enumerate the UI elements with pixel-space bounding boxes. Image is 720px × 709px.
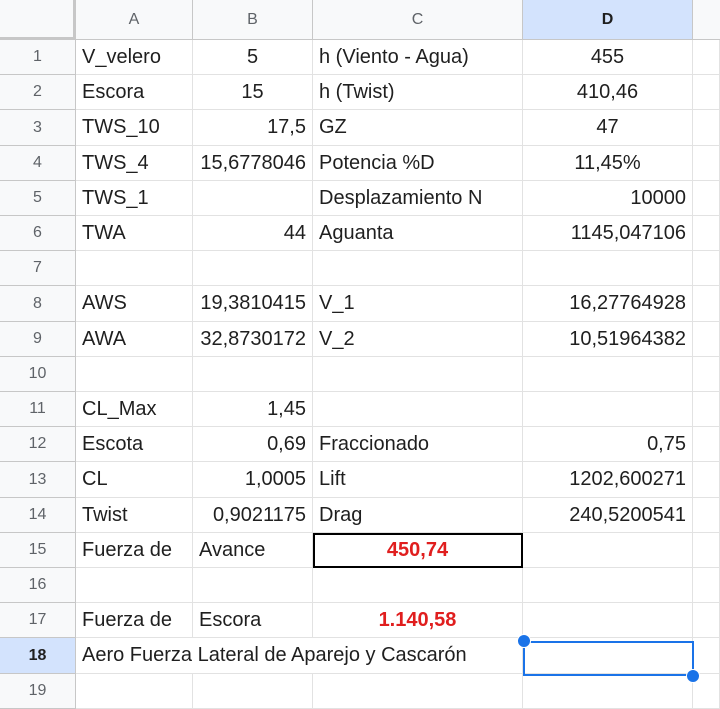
cell-d19[interactable] [523, 674, 693, 709]
cell-e12[interactable] [693, 427, 720, 462]
cell-d9[interactable]: 10,51964382 [523, 322, 693, 357]
cell-e14[interactable] [693, 498, 720, 533]
row-header-1[interactable]: 1 [0, 40, 76, 75]
cell-e15[interactable] [693, 533, 720, 568]
cell-b12[interactable]: 0,69 [193, 427, 313, 462]
cell-c9[interactable]: V_2 [313, 322, 523, 357]
cell-b7[interactable] [193, 251, 313, 286]
cell-d8[interactable]: 16,27764928 [523, 286, 693, 322]
cell-d6[interactable]: 1145,047106 [523, 216, 693, 251]
table-row [76, 603, 720, 638]
cell-e3[interactable] [693, 110, 720, 146]
cell-c1[interactable]: h (Viento - Agua) [313, 40, 523, 75]
table-row [76, 568, 720, 603]
cell-a2[interactable]: Escora [76, 75, 193, 110]
cell-c12[interactable]: Fraccionado [313, 427, 523, 462]
cell-e17[interactable] [693, 603, 720, 638]
cell-e11[interactable] [693, 392, 720, 427]
row-header-5[interactable]: 5 [0, 181, 76, 216]
column-header-e[interactable] [693, 0, 720, 40]
row-header-8[interactable]: 8 [0, 286, 76, 322]
cell-a10[interactable] [76, 357, 193, 392]
cell-a4[interactable]: TWS_4 [76, 146, 193, 181]
row-header-2[interactable]: 2 [0, 75, 76, 110]
select-all-corner[interactable] [0, 0, 76, 40]
row-header-11[interactable]: 11 [0, 392, 76, 427]
cell-b3[interactable]: 17,5 [193, 110, 313, 146]
cell-d4[interactable]: 11,45% [523, 146, 693, 181]
table-row [76, 146, 720, 181]
cell-b15[interactable]: Avance [193, 533, 313, 568]
cell-a5[interactable]: TWS_1 [76, 181, 193, 216]
cell-a12[interactable]: Escota [76, 427, 193, 462]
cell-e1[interactable] [693, 40, 720, 75]
cell-c16[interactable] [313, 568, 523, 603]
row-header-15[interactable]: 15 [0, 533, 76, 568]
cell-d15[interactable] [523, 533, 693, 568]
column-header-a[interactable]: A [76, 0, 193, 40]
cell-a16[interactable] [76, 568, 193, 603]
cell-d7[interactable] [523, 251, 693, 286]
table-row [76, 498, 720, 533]
cell-c5[interactable]: Desplazamiento N [313, 181, 523, 216]
table-row [76, 181, 720, 216]
cell-e7[interactable] [693, 251, 720, 286]
cell-a15[interactable]: Fuerza de [76, 533, 193, 568]
table-row [76, 110, 720, 146]
cell-a13[interactable]: CL [76, 462, 193, 498]
cell-b8[interactable]: 19,3810415 [193, 286, 313, 322]
column-header-d[interactable]: D [523, 0, 693, 40]
cell-c17[interactable]: 1.140,58 [313, 603, 523, 638]
table-row [76, 75, 720, 110]
cell-c2[interactable]: h (Twist) [313, 75, 523, 110]
cell-c7[interactable] [313, 251, 523, 286]
cell-c6[interactable]: Aguanta [313, 216, 523, 251]
table-row [76, 357, 720, 392]
row-header-9[interactable]: 9 [0, 322, 76, 357]
cell-d14[interactable]: 240,5200541 [523, 498, 693, 533]
table-row [76, 427, 720, 462]
cell-a8[interactable]: AWS [76, 286, 193, 322]
cell-d3[interactable]: 47 [523, 110, 693, 146]
selection-handle-top[interactable] [517, 634, 531, 648]
cell-b9[interactable]: 32,8730172 [193, 322, 313, 357]
cell-b1[interactable]: 5 [193, 40, 313, 75]
cell-a14[interactable]: Twist [76, 498, 193, 533]
table-row [76, 533, 720, 568]
column-header-c[interactable]: C [313, 0, 523, 40]
cell-a11[interactable]: CL_Max [76, 392, 193, 427]
cell-b13[interactable]: 1,0005 [193, 462, 313, 498]
cell-d17[interactable] [523, 603, 693, 638]
row-header-12[interactable]: 12 [0, 427, 76, 462]
cell-d16[interactable] [523, 568, 693, 603]
selection-handle-bottom[interactable] [686, 669, 700, 683]
cell-d10[interactable] [523, 357, 693, 392]
cell-e8[interactable] [693, 286, 720, 322]
selected-cell-d18[interactable] [523, 641, 694, 676]
column-header-b[interactable]: B [193, 0, 313, 40]
cell-c13[interactable]: Lift [313, 462, 523, 498]
row-header-14[interactable]: 14 [0, 498, 76, 533]
cell-a3[interactable]: TWS_10 [76, 110, 193, 146]
cell-a9[interactable]: AWA [76, 322, 193, 357]
cell-e18[interactable] [693, 638, 720, 674]
table-row [76, 216, 720, 251]
cell-d12[interactable]: 0,75 [523, 427, 693, 462]
cell-c18[interactable] [313, 638, 523, 674]
cell-b19[interactable] [193, 674, 313, 709]
cell-e6[interactable] [693, 216, 720, 251]
cell-a1[interactable]: V_velero [76, 40, 193, 75]
table-row [76, 286, 720, 322]
cell-b5[interactable] [193, 181, 313, 216]
cell-a18[interactable]: Aero Fuerza Lateral de Aparejo y Cascarón [76, 638, 193, 674]
cell-e2[interactable] [693, 75, 720, 110]
cell-c15[interactable]: 450,74 [313, 533, 523, 568]
row-header-13[interactable]: 13 [0, 462, 76, 498]
cell-b4[interactable]: 15,6778046 [193, 146, 313, 181]
row-header-10[interactable]: 10 [0, 357, 76, 392]
cell-c10[interactable] [313, 357, 523, 392]
cell-b16[interactable] [193, 568, 313, 603]
cell-c8[interactable]: V_1 [313, 286, 523, 322]
row-header-17[interactable]: 17 [0, 603, 76, 638]
table-row [76, 462, 720, 498]
row-header-16[interactable]: 16 [0, 568, 76, 603]
cell-c3[interactable]: GZ [313, 110, 523, 146]
cell-e16[interactable] [693, 568, 720, 603]
row-header-4[interactable]: 4 [0, 146, 76, 181]
cell-b10[interactable] [193, 357, 313, 392]
cell-b2[interactable]: 15 [193, 75, 313, 110]
table-row [76, 322, 720, 357]
cell-b11[interactable]: 1,45 [193, 392, 313, 427]
cell-d1[interactable]: 455 [523, 40, 693, 75]
cell-a17[interactable]: Fuerza de [76, 603, 193, 638]
cell-d11[interactable] [523, 392, 693, 427]
cell-e9[interactable] [693, 322, 720, 357]
row-header-7[interactable]: 7 [0, 251, 76, 286]
cell-b17[interactable]: Escora [193, 603, 313, 638]
cell-e13[interactable] [693, 462, 720, 498]
cell-d5[interactable]: 10000 [523, 181, 693, 216]
cell-c19[interactable] [313, 674, 523, 709]
cell-c11[interactable] [313, 392, 523, 427]
cell-e10[interactable] [693, 357, 720, 392]
cell-d2[interactable]: 410,46 [523, 75, 693, 110]
cell-e4[interactable] [693, 146, 720, 181]
row-header-6[interactable]: 6 [0, 216, 76, 251]
cell-c14[interactable]: Drag [313, 498, 523, 533]
table-row [76, 392, 720, 427]
cell-a6[interactable]: TWA [76, 216, 193, 251]
cell-d13[interactable]: 1202,600271 [523, 462, 693, 498]
table-row [76, 251, 720, 286]
cell-c4[interactable]: Potencia %D [313, 146, 523, 181]
table-row [76, 40, 720, 75]
row-header-18[interactable]: 18 [0, 638, 76, 674]
cell-b6[interactable]: 44 [193, 216, 313, 251]
cell-b14[interactable]: 0,9021175 [193, 498, 313, 533]
row-header-3[interactable]: 3 [0, 110, 76, 146]
cell-b18[interactable] [193, 638, 313, 674]
cell-a19[interactable] [76, 674, 193, 709]
table-row [76, 674, 720, 709]
row-header-19[interactable]: 19 [0, 674, 76, 709]
cell-a7[interactable] [76, 251, 193, 286]
cell-e5[interactable] [693, 181, 720, 216]
